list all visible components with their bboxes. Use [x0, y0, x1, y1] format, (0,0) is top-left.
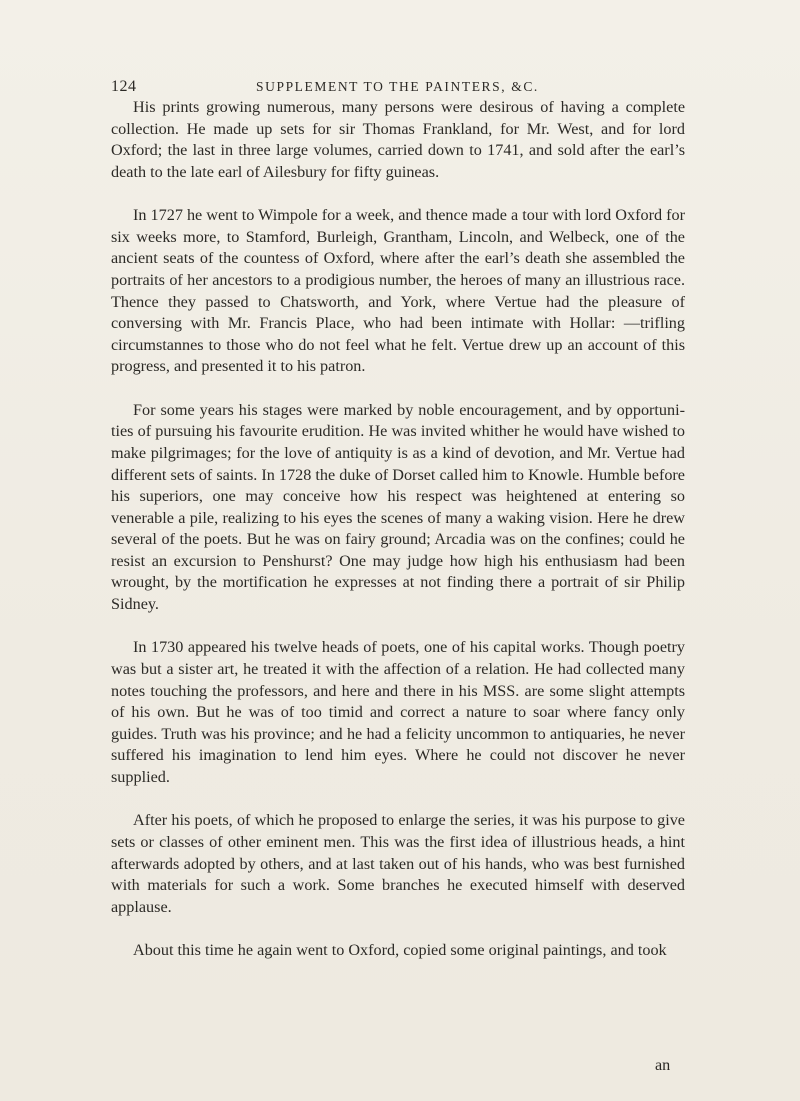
paragraph-prints-collection: His prints growing numerous, many persons were desirous of having a complete collection. He made up sets for sir Thomas Frankland, for Mr. West, and for lord Oxford; the last in three large volumes, carried down to 1741, and sold after the earl’s death to the late earl of Ailesbury for fifty guineas. — [111, 98, 685, 181]
paragraph-illustrious-heads: After his poets, of which he proposed to enlarge the series, it was his purpose to give sets or classes of other eminent men. This was the first idea of illustrious heads, a hint afterwards adopted by others, and at last taken out of his hands, who was best furnished with materials for such a work. Some branches he executed himself with deserved applause. — [111, 811, 685, 916]
page-number: 124 — [111, 78, 137, 95]
running-head: SUPPLEMENT TO THE PAINTERS, &C. — [256, 79, 539, 94]
body-text — [111, 97, 685, 962]
paragraph-knowle-1728: For some years his stages were marked by noble encouragement, and by opportunities of pursuing his favourite erudition. He was invited whither he would have wished to make pilgrimages; for the love of antiquity is as a kind of devotion, and Mr. Vertue had different sets of saints. In 1728 the duke of Dorset called him to Knowle. Humble before his superiors, one may conceive how his respect was heightened at entering so venerable a pile, realizing to his eyes the scenes of many a waking vision. Here he drew several of the poets. But he was on fairy ground; Arcadia was on the confines; could he resist an excursion to Penshurst? One may judge how high his enthusiasm had been wrought, by the mortification he expresses at not finding there a portrait of sir Philip Sidney. — [111, 400, 685, 614]
paragraph-heads-of-poets-1730: In 1730 appeared his twelve heads of poets, one of his capital works. Though poetry was but a sister art, he treated it with the affection of a relation. He had collected many notes touching the professors, and here and there in his MSS. are some slight attempts of his own. But he was of too timid and correct a nature to soar where fancy only guides. Truth was his province; and he had a felicity uncommon to antiquaries, he never suffered his imagination to lend him eyes. Where he could not discover he never supplied. — [111, 638, 685, 787]
catchword: an — [655, 1056, 671, 1074]
paragraph-oxford-visit: About this time he again went to Oxford, copied some original paintings, and took — [133, 941, 667, 960]
paragraph-tour-1727: In 1727 he went to Wimpole for a week, and thence made a tour with lord Oxford for six weeks more, to Stamford, Burleigh, Grantham, Lincoln, and Welbeck, one of the ancient seats of the countess of Oxford, where after the earl’s death she assembled the portraits of her ancestors to a prodigious number, the heroes of many an illustrious race. Thence they passed to Chatsworth, and York, where Vertue had the pleasure of conversing with Mr. Francis Place, who had been intimate with Hollar: —trifling circumstannes to those who do not feel what he felt. Vertue drew up an account of this progress, and presented it to his patron. — [111, 206, 685, 376]
